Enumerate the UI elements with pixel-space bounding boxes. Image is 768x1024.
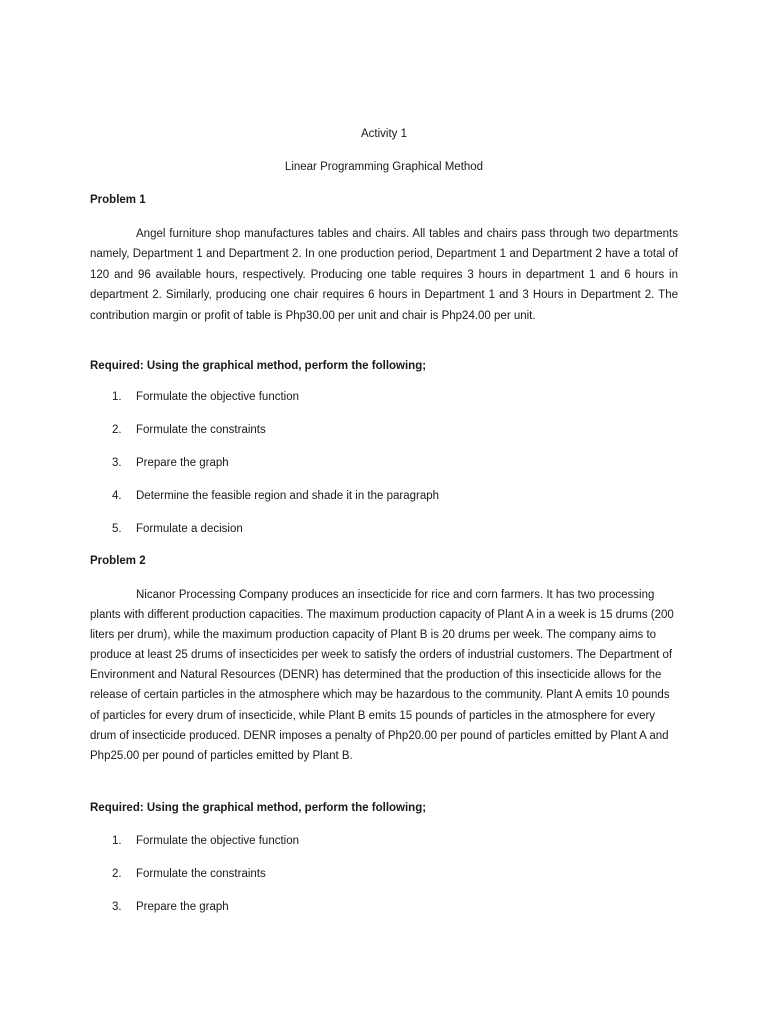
problem-1-heading: Problem 1 (90, 194, 146, 206)
list-item-number: 5. (112, 523, 122, 535)
list-item-text: Formulate the constraints (136, 424, 266, 436)
document-title: Activity 1 (360, 128, 407, 140)
list-item-text: Prepare the graph (136, 457, 229, 469)
list-item-number: 4. (112, 490, 122, 502)
list-item-number: 2. (112, 868, 122, 880)
list-item-number: 2. (112, 424, 122, 436)
list-item-number: 1. (112, 391, 122, 403)
list-item-text: Formulate the objective function (136, 835, 300, 847)
problem-1-body: Angel furniture shop manufactures tables and chairs. All tables and chairs pass through two departments namely, Department 1 and Department 2. In one production period, Department 1 and Department 2 have a total of 120 and 96 available hours, respectively. Producing one table requires 3 hours in department 1 and 6 hours in department 2. Similarly, producing one chair requires 6 hours in Department 1 and 3 Hours in Department 2. The contribution margin or profit of table is Php30.00 per unit and chair is Php24.00 per unit. (90, 228, 678, 322)
list-item-text: Prepare the graph (136, 901, 229, 913)
problem-1-required: Required: Using the graphical method, perform the following; (90, 360, 427, 372)
list-item-text: Formulate the constraints (136, 868, 266, 880)
list-item-number: 1. (112, 835, 122, 847)
problem-2-heading: Problem 2 (90, 555, 146, 567)
list-item-text: Formulate the objective function (136, 391, 300, 403)
problem-2-body: Nicanor Processing Company produces an insecticide for rice and corn farmers. It has two processing plants with different production capacities. The maximum production capacity of Plant A in a week is 15 drums (200 liters per drum), while the maximum production capacity of Plant B is 20 drums per week. The company aims to produce at least 25 drums of insecticides per week to satisfy the orders of industrial customers. The Department of Environment and Natural Resources (DENR) has determined that the production of this insecticide allows for the release of certain particles in the atmosphere which may be hazardous to the community. Plant A emits 10 pounds of particles for every drum of insecticide, while Plant B emits 15 pounds of particles in the atmosphere for every drum of insecticide produced. DENR imposes a penalty of Php20.00 per pound of particles emitted by Plant A and Php25.00 per pound of particles emitted by Plant B. (90, 589, 674, 762)
list-item-number: 3. (112, 901, 122, 913)
list-item-text: Formulate a decision (136, 523, 243, 535)
list-item-text: Determine the feasible region and shade it in the paragraph (136, 490, 440, 502)
list-item-number: 3. (112, 457, 122, 469)
problem-2-required: Required: Using the graphical method, perform the following; (90, 802, 427, 814)
document-subtitle: Linear Programming Graphical Method (284, 161, 484, 173)
